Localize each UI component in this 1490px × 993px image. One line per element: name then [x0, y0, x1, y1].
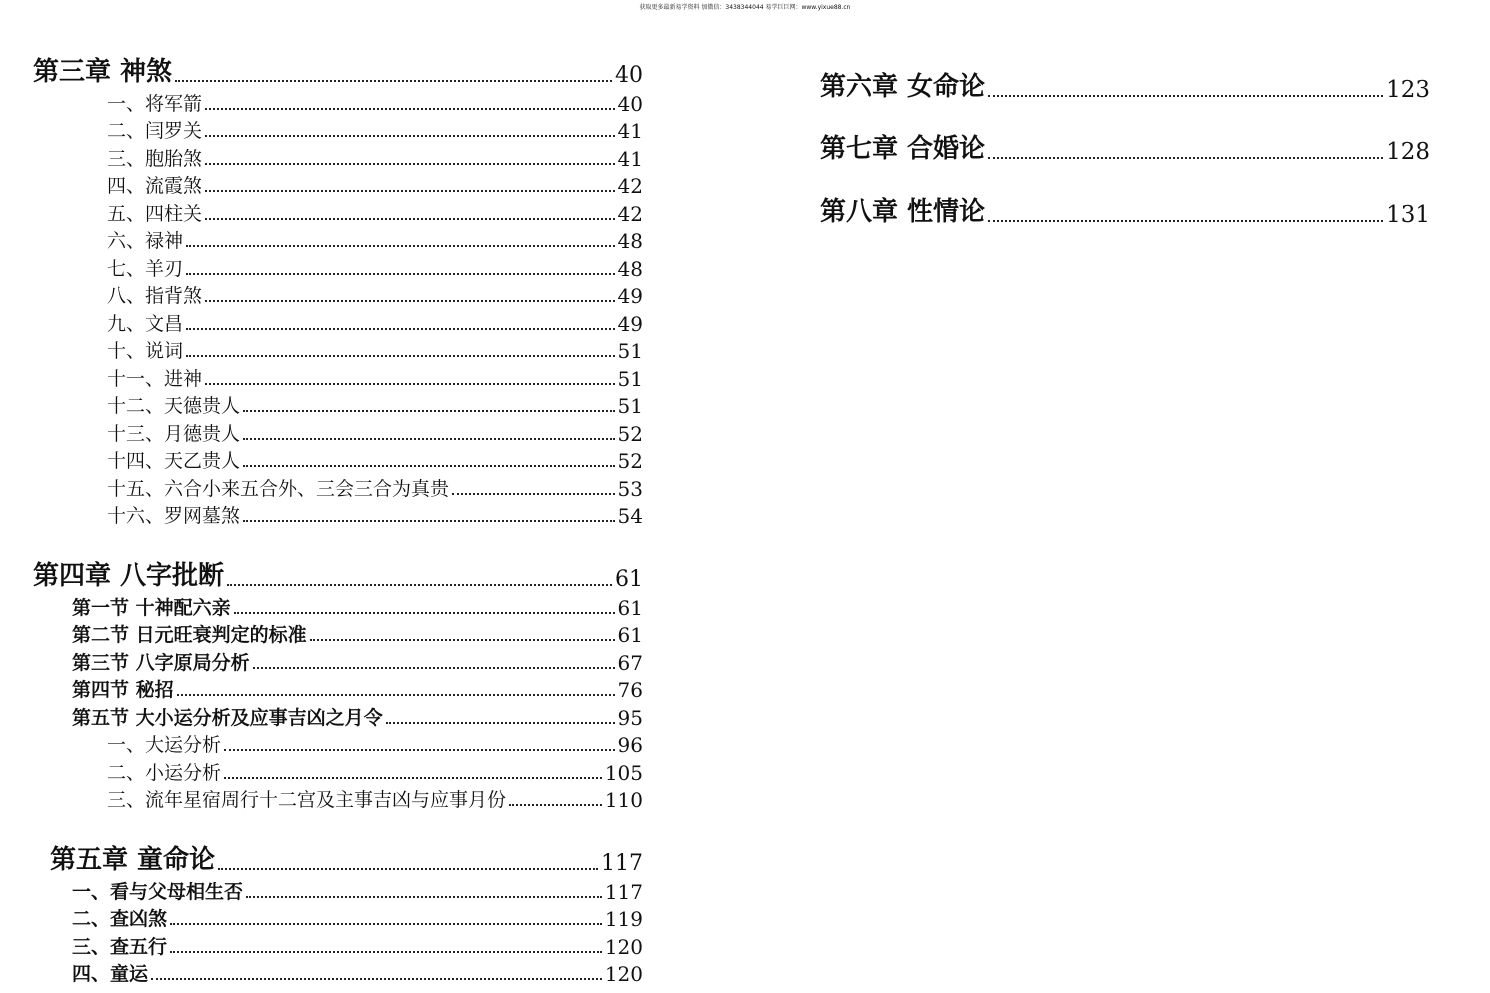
- toc-page-number: 120: [604, 962, 643, 986]
- toc-entry-title: 三、流年星宿周行十二宫及主事吉凶与应事月份: [107, 789, 507, 811]
- toc-page-number: 41: [617, 119, 643, 143]
- toc-entry-title: 二、查凶煞: [72, 908, 168, 930]
- toc-page-number: 41: [617, 146, 643, 171]
- dot-leader: [205, 163, 615, 165]
- toc-page-number: 42: [617, 201, 643, 226]
- toc-section: [33, 647, 643, 675]
- dot-leader: [310, 639, 615, 641]
- toc-entry-title: 一、看与父母相生否: [72, 880, 244, 903]
- toc-page-number: 42: [617, 174, 643, 198]
- toc-entry: [33, 363, 643, 391]
- toc-page-number: 95: [617, 705, 643, 730]
- toc-entry: [33, 198, 643, 226]
- dot-leader: [243, 465, 615, 467]
- toc-entry-title: 十六、罗网墓煞: [107, 505, 241, 527]
- dot-leader: [509, 804, 602, 806]
- dot-leader: [186, 328, 615, 330]
- toc-entry-title: 七、羊刃: [107, 257, 184, 280]
- dot-leader: [205, 135, 615, 137]
- toc-entry: [33, 116, 643, 144]
- toc-page-number: 119: [604, 907, 643, 931]
- dot-leader: [205, 300, 615, 302]
- dot-leader: [243, 410, 615, 412]
- toc-chapter: [820, 165, 1430, 228]
- dot-leader: [386, 722, 615, 724]
- dot-leader: [253, 667, 615, 669]
- toc-page-number: 110: [604, 788, 643, 812]
- toc-page-number: 128: [1386, 139, 1430, 165]
- dot-leader: [243, 438, 615, 440]
- toc-entry: [33, 473, 643, 501]
- toc-page-number: 117: [604, 879, 643, 904]
- dot-leader: [988, 95, 1383, 97]
- toc-chapter: [33, 52, 643, 88]
- toc-page-number: 61: [615, 567, 643, 592]
- toc-entry-title: 六、禄神: [107, 230, 184, 252]
- toc-page-number: 96: [617, 733, 643, 757]
- toc-section: [33, 702, 643, 730]
- toc-entry: [33, 501, 643, 529]
- dot-leader: [218, 868, 598, 870]
- toc-page-number: 52: [617, 421, 643, 446]
- toc-entry: [33, 281, 643, 309]
- toc-chapter: [820, 40, 1430, 103]
- toc-section: [33, 904, 643, 932]
- toc-page-number: 49: [617, 311, 643, 336]
- dot-leader: [988, 220, 1383, 222]
- toc-entry-title: 一、将军箭: [107, 92, 203, 115]
- toc-entry-title: 二、小运分析: [107, 761, 222, 784]
- toc-entry-title: 第六章 女命论: [820, 71, 986, 102]
- dot-leader: [205, 383, 615, 385]
- toc-entry: [33, 446, 643, 474]
- toc-entry: [33, 730, 643, 758]
- toc-entry-title: 第二节 日元旺衰判定的标准: [72, 624, 307, 646]
- toc-entry-title: 五、四柱关: [107, 202, 203, 225]
- dot-leader: [170, 923, 602, 925]
- toc-chapter: [33, 840, 643, 876]
- dot-leader: [988, 157, 1383, 159]
- toc-page-number: 51: [617, 366, 643, 391]
- toc-entry-title: 第三章 神煞: [33, 57, 173, 87]
- dot-leader: [151, 978, 602, 980]
- dot-leader: [246, 896, 602, 898]
- toc-entry-title: 二、闫罗关: [107, 120, 203, 142]
- toc-page-number: 117: [601, 851, 643, 876]
- toc-entry-title: 十二、天德贵人: [107, 395, 241, 417]
- toc-entry-title: 十三、月德贵人: [107, 422, 241, 445]
- toc-section: [33, 959, 643, 987]
- toc-page-number: 61: [617, 595, 643, 620]
- toc-section: [33, 592, 643, 620]
- toc-page-number: 76: [617, 678, 643, 702]
- toc-page-number: 51: [617, 339, 643, 363]
- toc-entry-title: 四、童运: [72, 963, 149, 985]
- dot-leader: [177, 694, 615, 696]
- watermark-header: 获取更多最新易学资料 加微信：3438344044 易学巨巨网：www.yixue88.cn: [639, 4, 851, 11]
- dot-leader: [186, 245, 615, 247]
- toc-right-column: [820, 40, 1430, 228]
- toc-entry-title: 第七章 合婚论: [820, 134, 986, 164]
- toc-entry-title: 十四、天乙贵人: [107, 450, 241, 472]
- toc-entry-title: 八、指背煞: [107, 285, 203, 307]
- toc-entry: [33, 226, 643, 254]
- toc-entry: [33, 757, 643, 785]
- toc-entry-title: 第三节 八字原局分析: [72, 651, 250, 674]
- dot-leader: [224, 749, 615, 751]
- dot-leader: [205, 218, 615, 220]
- toc-entry-title: 第四节 秘招: [72, 679, 174, 701]
- dot-leader: [186, 355, 615, 357]
- dot-leader: [205, 190, 615, 192]
- toc-page-number: 53: [617, 476, 643, 501]
- dot-leader: [170, 951, 602, 953]
- toc-chapter: [820, 103, 1430, 166]
- toc-page-number: 61: [617, 623, 643, 647]
- toc-page-number: 67: [617, 650, 643, 675]
- toc-page-number: 131: [1386, 201, 1430, 228]
- toc-section: [33, 675, 643, 703]
- toc-entry-title: 一、大运分析: [107, 734, 222, 756]
- toc-left-column: [33, 52, 643, 986]
- toc-entry: [33, 785, 643, 813]
- toc-page-number: 49: [617, 284, 643, 308]
- toc-section: [33, 620, 643, 648]
- toc-page-number: 40: [615, 63, 643, 88]
- toc-entry-title: 九、文昌: [107, 312, 184, 335]
- toc-entry-title: 三、胞胎煞: [107, 147, 203, 170]
- dot-leader: [175, 80, 612, 82]
- toc-entry-title: 第五节 大小运分析及应事吉凶之月令: [72, 706, 383, 729]
- dot-leader: [186, 273, 615, 275]
- toc-entry-title: 第五章 童命论: [50, 845, 216, 875]
- toc-section: [33, 876, 643, 904]
- toc-page-number: 105: [604, 760, 643, 785]
- toc-entry: [33, 391, 643, 419]
- toc-page-number: 54: [617, 504, 643, 528]
- toc-page-number: 120: [604, 934, 643, 959]
- toc-entry: [33, 308, 643, 336]
- dot-leader: [234, 612, 615, 614]
- toc-entry-title: 第四章 八字批断: [33, 561, 225, 591]
- toc-section: [33, 931, 643, 959]
- dot-leader: [224, 777, 602, 779]
- toc-entry: [33, 418, 643, 446]
- toc-page-number: 40: [617, 91, 643, 116]
- toc-page-number: 48: [617, 256, 643, 281]
- toc-entry-title: 三、查五行: [72, 935, 168, 958]
- dot-leader: [227, 584, 612, 586]
- toc-page-number: 52: [617, 449, 643, 473]
- dot-leader: [243, 520, 615, 522]
- toc-entry: [33, 88, 643, 116]
- toc-entry-title: 第八章 性情论: [820, 196, 986, 227]
- toc-entry: [33, 253, 643, 281]
- toc-entry: [33, 143, 643, 171]
- toc-entry-title: 十一、进神: [107, 367, 203, 390]
- toc-page-number: 51: [617, 394, 643, 418]
- toc-entry-title: 第一节 十神配六亲: [72, 596, 231, 619]
- toc-entry: [33, 171, 643, 199]
- toc-page-number: 123: [1386, 76, 1430, 103]
- toc-entry-title: 四、流霞煞: [107, 175, 203, 197]
- dot-leader: [205, 108, 615, 110]
- toc-chapter: [33, 556, 643, 592]
- dot-leader: [452, 493, 615, 495]
- toc-entry: [33, 336, 643, 364]
- toc-entry-title: 十五、六合小来五合外、三会三合为真贵: [107, 477, 450, 500]
- toc-entry-title: 十、说词: [107, 340, 184, 362]
- toc-page-number: 48: [617, 229, 643, 253]
